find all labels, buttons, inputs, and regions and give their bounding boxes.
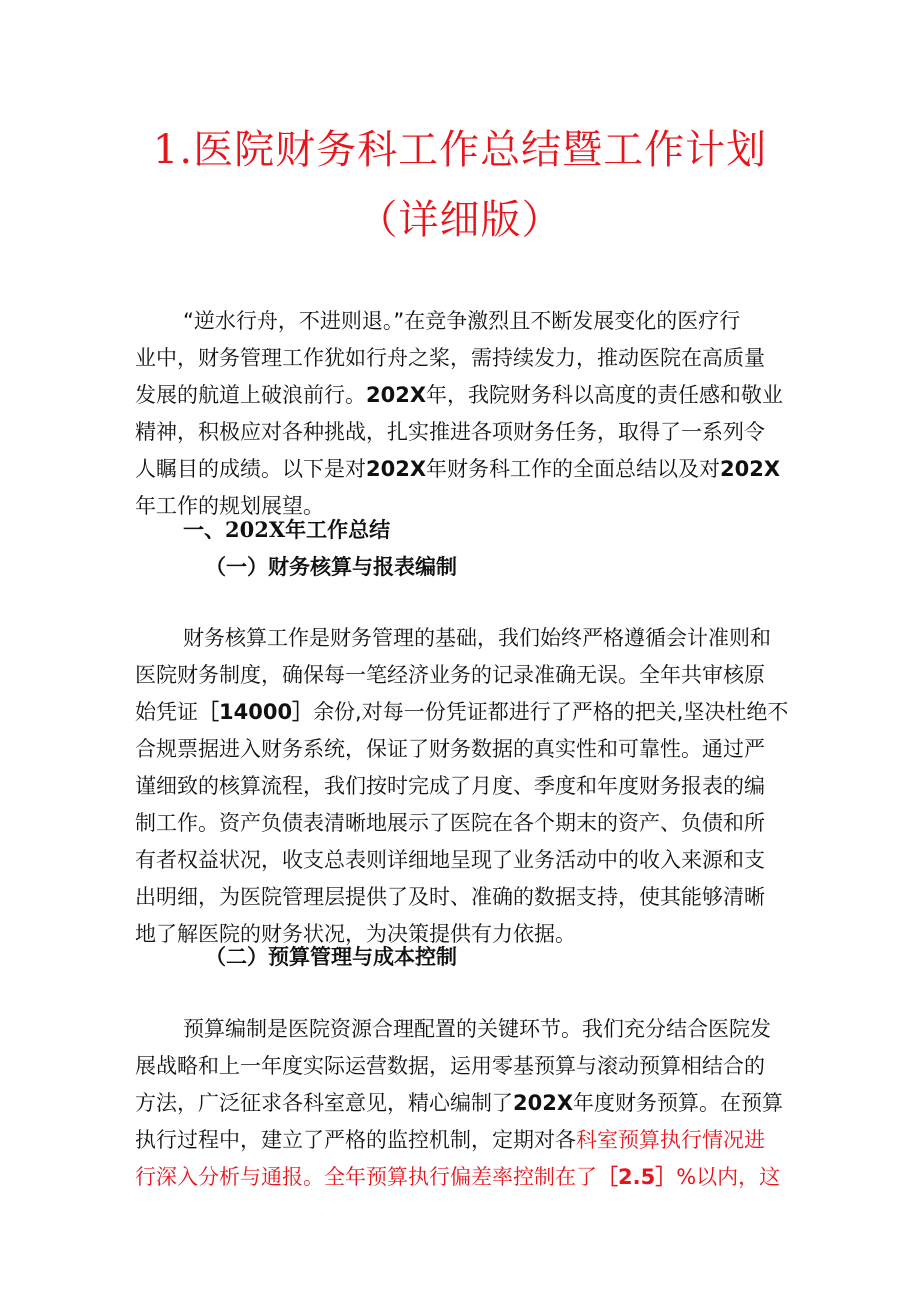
paragraph-line: 发展的航道上破浪前行。202X年，我院财务科以高度的责任感和敬业 (135, 383, 784, 407)
paragraph-line: 制工作。资产负债表清晰地展示了医院在各个期末的资产、负债和所 (135, 811, 765, 835)
paragraph-line: 有者权益状况，收支总表则详细地呈现了业务活动中的收入来源和支 (135, 848, 765, 872)
accounting-paragraph (135, 620, 800, 953)
paragraph-line: 财务核算工作是财务管理的基础，我们始终严格遵循会计准则和 (183, 626, 771, 650)
paragraph-line: 精神，积极应对各种挑战，扎实推进各项财务任务，取得了一系列令 (135, 420, 765, 444)
paragraph-line: 人瞩目的成绩。以下是对202X年财务科工作的全面总结以及对202X (135, 457, 781, 481)
paragraph-line: 年工作的规划展望。 (135, 494, 324, 518)
paragraph-line: 谨细致的核算流程，我们按时完成了月度、季度和年度财务报表的编 (135, 774, 765, 798)
paragraph-line: 合规票据进入财务系统，保证了财务数据的真实性和可靠性。通过严 (135, 737, 765, 761)
subsection-heading: （二）预算管理与成本控制 (205, 945, 457, 969)
document-subtitle: （详细版） (357, 197, 563, 243)
budget-paragraph (135, 1011, 800, 1196)
document-title: 1.医院财务科工作总结暨工作计划 (152, 127, 768, 173)
paragraph-line: 执行过程中，建立了严格的监控机制，定期对各科室预算执行情况进 (135, 1128, 765, 1152)
paragraph-line: “逆水行舟，不进则退。”在竞争激烈且不断发展变化的医疗行 (183, 309, 741, 333)
paragraph-line: 医院财务制度，确保每一笔经济业务的记录准确无误。全年共审核原 (135, 663, 765, 687)
paragraph-line: 地了解医院的财务状况，为决策提供有力依据。 (135, 922, 576, 946)
paragraph-line: 出明细，为医院管理层提供了及时、准确的数据支持，使其能够清晰 (135, 885, 765, 909)
paragraph-line: 预算编制是医院资源合理配置的关键环节。我们充分结合医院发 (183, 1017, 771, 1041)
paragraph-line: 行深入分析与通报。全年预算执行偏差率控制在了［2.5］%以内，这 (135, 1165, 781, 1189)
section-heading: 一、202X年工作总结 (183, 517, 391, 542)
paragraph-line: 业中，财务管理工作犹如行舟之桨，需持续发力，推动医院在高质量 (135, 346, 765, 370)
intro-paragraph (135, 303, 800, 525)
paragraph-line: 始凭证［14000］余份,对每一份凭证都进行了严格的把关,坚决杜绝不 (135, 700, 789, 724)
subsection-heading: （一）财务核算与报表编制 (205, 555, 457, 579)
paragraph-line: 方法，广泛征求各科室意见，精心编制了202X年度财务预算。在预算 (135, 1091, 784, 1115)
paragraph-line: 展战略和上一年度实际运营数据，运用零基预算与滚动预算相结合的 (135, 1054, 765, 1078)
